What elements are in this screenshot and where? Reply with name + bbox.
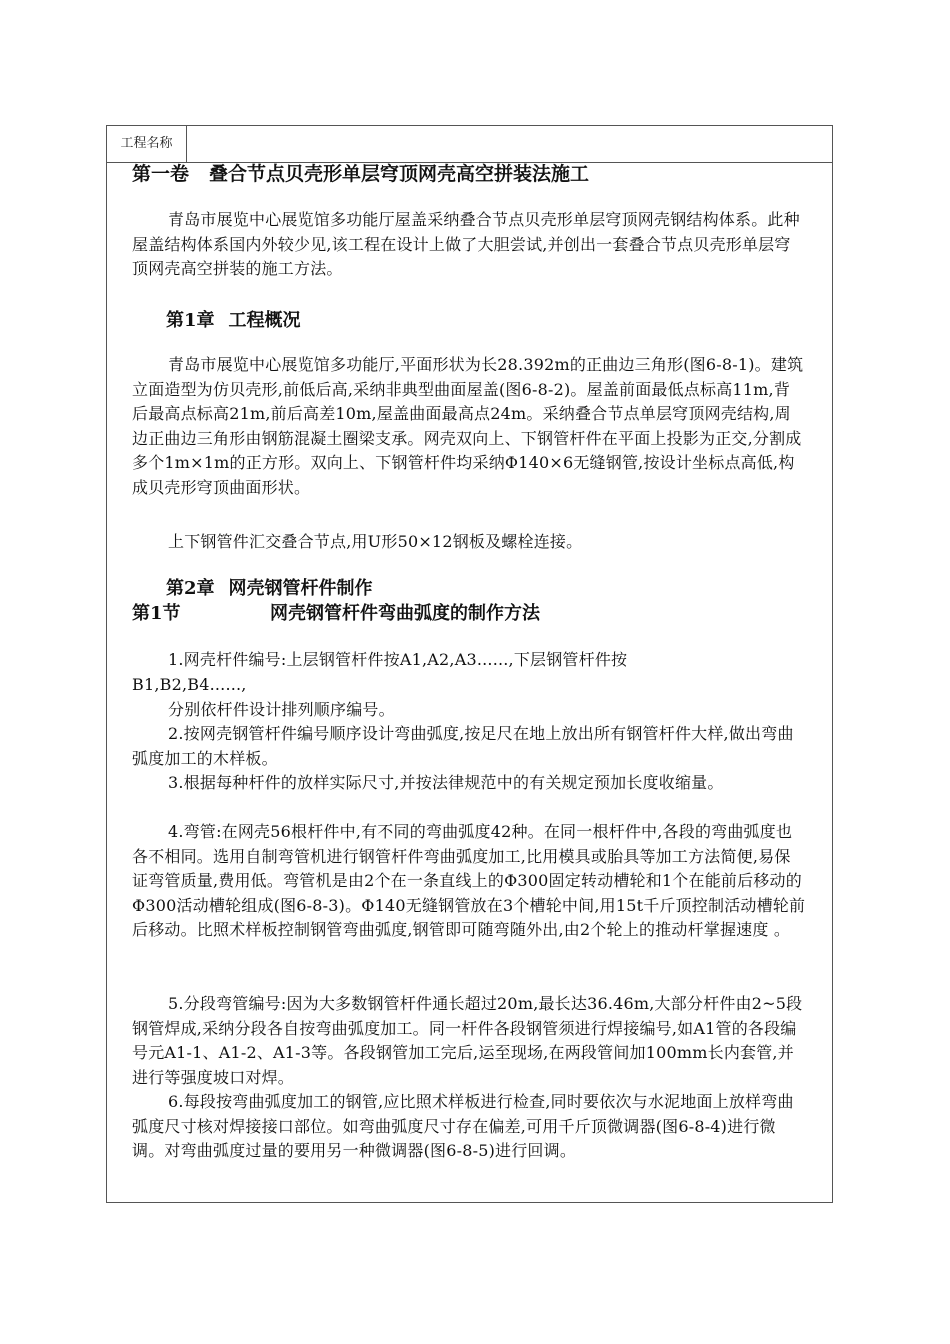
- list-item: 5.分段弯管编号:因为大多数钢管杆件通长超过20m,最长达36.46m,大部分杆件由2~5段钢管焊成,采纳分段各自按弯曲弧度加工。同一杆件各段钢管须进行焊接编号,如A1管的各段编号元A1-1、A1-2、A1-3等。各段钢管加工完后,运至现场,在两段管间加100mm长内套管,并进行等强度坡口对焊。: [132, 994, 803, 1087]
- list-item: 6.每段按弯曲弧度加工的钢管,应比照术样板进行检查,同时要依次与水泥地面上放样弯曲弧度尺寸核对焊接接口部位。如弯曲弧度尺寸存在偏差,可用千斤顶微调器(图6-8-4)进行微调。对弯曲弧度过量的要用另一种微调器(图6-8-5)进行回调。: [132, 1092, 794, 1160]
- chapter-1-heading: [166, 308, 301, 334]
- chapter-2-title: 网壳钢管杆件制作: [228, 578, 373, 599]
- list-item: B1,B2,B4......,: [132, 675, 247, 694]
- project-name-label: 工程名称: [107, 126, 187, 162]
- section-1-number: 第1节: [132, 603, 181, 624]
- intro-paragraph: 青岛市展览中心展览馆多功能厅屋盖采纳叠合节点贝壳形单层穹顶网壳钢结构体系。此种屋盖结构体系国内外较少见,该工程在设计上做了大胆尝试,并创出一套叠合节点贝壳形单层穹顶网壳高空拼装的施工方法。: [132, 210, 800, 278]
- list-item: 2.按网壳钢管杆件编号顺序设计弯曲弧度,按足尺在地上放出所有钢管杆件大样,做出弯曲弧度加工的木样板。: [132, 724, 794, 768]
- chapter-2-heading: [166, 576, 373, 602]
- section-1-title: 网壳钢管杆件弯曲弧度的制作方法: [270, 603, 540, 624]
- chapter-1-number: 第1章: [166, 310, 215, 331]
- list-item: 3.根据每种杆件的放样实际尺寸,并按法律规范中的有关规定预加长度收缩量。: [168, 773, 724, 792]
- chapter-1-paragraph-1: 青岛市展览中心展览馆多功能厅,平面形状为长28.392m的正曲边三角形(图6-8-1)。建筑立面造型为仿贝壳形,前低后高,采纳非典型曲面屋盖(图6-8-2)。屋盖前面最低点标高11m,背后最高点标高21m,前后高差10m,屋盖曲面最高点24m。采纳叠合节点单层穹顶网壳结构,周边正曲边三角形由钢筋混凝土圈梁支承。网壳双向上、下钢管杆件在平面上投影为正交,分割成多个1m×1m的正方形。双向上、下钢管杆件均采纳Φ140×6无缝钢管,按设计坐标点高低,构成贝壳形穹顶曲面形状。: [132, 355, 804, 497]
- volume-heading: 叠合节点贝壳形单层穹顶网壳高空拼装法施工: [209, 163, 590, 185]
- list-item: 1.网壳杆件编号:上层钢管杆件按A1,A2,A3......,下层钢管杆件按: [168, 650, 628, 669]
- chapter-1-paragraph-2: 上下钢管件汇交叠合节点,用U形50×12钢板及螺栓连接。: [168, 532, 583, 551]
- project-name-value: [188, 126, 832, 162]
- volume-title: [132, 160, 589, 188]
- list-item: 分别依杆件设计排列顺序编号。: [168, 700, 395, 719]
- header-row: [107, 126, 832, 163]
- volume-number: 第一卷: [132, 163, 190, 185]
- list-item: 4.弯管:在网壳56根杆件中,有不同的弯曲弧度42种。在同一根杆件中,各段的弯曲弧度也各不相同。选用自制弯管机进行钢管杆件弯曲弧度加工,比用模具或胎具等加工方法简便,易保证弯管质量,费用低。弯管机是由2个在一条直线上的Φ300固定转动槽轮和1个在能前后移动的Φ300活动槽轮组成(图6-8-3)。Φ140无缝钢管放在3个槽轮中间,用15t千斤顶控制活动槽轮前后移动。比照术样板控制钢管弯曲弧度,钢管即可随弯随外出,由2个轮上的推动杆掌握速度 。: [132, 822, 806, 939]
- chapter-1-title: 工程概况: [228, 310, 301, 331]
- chapter-2-number: 第2章: [166, 578, 215, 599]
